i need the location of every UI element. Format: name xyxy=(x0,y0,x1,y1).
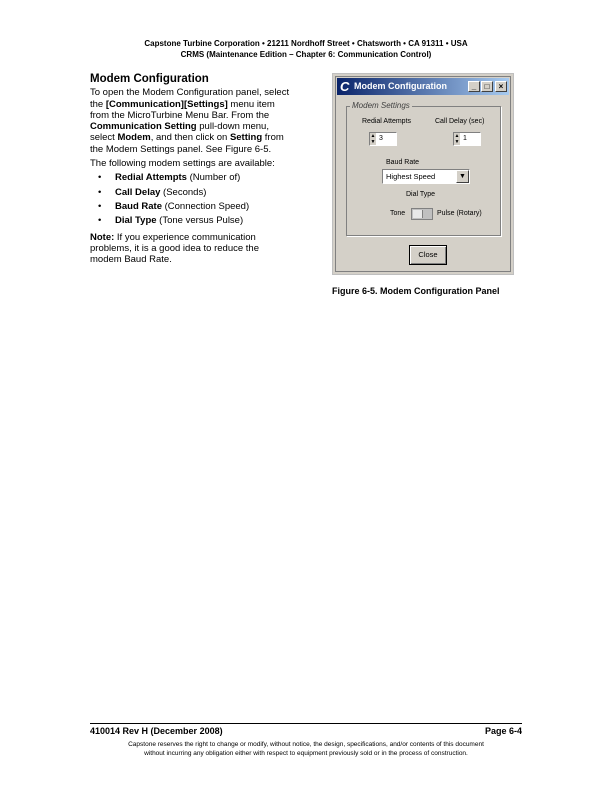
page-number: Page 6-4 xyxy=(484,726,522,736)
chevron-down-icon[interactable]: ▼ xyxy=(456,170,469,183)
call-delay-value: 1 xyxy=(463,135,467,142)
page-header xyxy=(0,38,612,60)
group-title: Modem Settings xyxy=(352,101,410,110)
redial-attempts-value: 3 xyxy=(379,135,383,142)
modem-config-window xyxy=(335,76,511,272)
title-bar[interactable] xyxy=(337,78,509,95)
minimize-button[interactable]: _ xyxy=(468,81,480,92)
redial-attempts-stepper[interactable] xyxy=(369,132,397,146)
intro-text-2: menu item from the MicroTurbine Menu Bar. From the xyxy=(90,98,275,121)
list-item-rest: (Number of) xyxy=(186,172,241,184)
settings-list xyxy=(90,172,290,226)
footer-divider xyxy=(90,723,522,724)
app-logo-icon: C xyxy=(340,79,350,94)
intro-text-5: from the Modem Settings panel. See Figure 6-5. xyxy=(90,132,284,155)
disclaimer-line-1: Capstone reserves the right to change or modify, without notice, the design, specifications, and/or contents of this document xyxy=(128,741,484,748)
intro-paragraph xyxy=(90,87,290,155)
stepper-arrows-icon[interactable]: ▲ ▼ xyxy=(454,133,460,145)
close-button[interactable]: Close xyxy=(409,245,447,265)
list-item xyxy=(115,215,290,226)
list-intro: The following modem settings are available: xyxy=(90,158,275,170)
toggle-knob[interactable] xyxy=(413,210,423,218)
note-text: If you experience communication problems, it is a good idea to reduce the modem Baud Rate. xyxy=(90,231,259,266)
redial-attempts-label: Redial Attempts xyxy=(362,118,412,125)
list-item-bold: Dial Type xyxy=(115,215,157,227)
body-text xyxy=(90,74,290,268)
intro-text-1: To open the Modem Configuration panel, select the xyxy=(90,87,290,110)
header-line-1: Capstone Turbine Corporation • 21211 Nordhoff Street • Chatsworth • CA 91311 • USA xyxy=(144,39,468,48)
maximize-button[interactable]: □ xyxy=(481,81,493,92)
baud-rate-value: Highest Speed xyxy=(386,172,436,181)
list-item-bold: Redial Attempts xyxy=(115,172,187,184)
dial-type-toggle[interactable] xyxy=(411,208,433,220)
window-title: Modem Configuration xyxy=(354,81,447,91)
list-item xyxy=(115,201,290,212)
intro-bold-2: Communication Setting xyxy=(90,121,197,133)
stepper-arrows-icon[interactable]: ▲ ▼ xyxy=(370,133,376,145)
tone-label: Tone xyxy=(390,210,406,217)
call-delay-stepper[interactable] xyxy=(453,132,481,146)
list-item xyxy=(115,187,290,198)
call-delay-label: Call Delay (sec) xyxy=(435,118,485,125)
list-item-rest: (Connection Speed) xyxy=(161,200,250,212)
document-id: 410014 Rev H (December 2008) xyxy=(90,726,223,736)
window-close-button[interactable]: × xyxy=(495,81,507,92)
note-paragraph xyxy=(90,232,290,266)
list-item xyxy=(115,172,290,183)
intro-text-3: pull-down menu, select xyxy=(90,121,269,144)
header-line-2: CRMS (Maintenance Edition – Chapter 6: Communication Control) xyxy=(180,50,432,59)
pulse-label: Pulse (Rotary) xyxy=(437,210,482,217)
baud-rate-select[interactable] xyxy=(382,169,470,184)
section-title: Modem Configuration xyxy=(90,73,209,85)
list-item-rest: (Seconds) xyxy=(160,186,207,198)
list-item-rest: (Tone versus Pulse) xyxy=(156,215,244,227)
modem-config-screenshot xyxy=(332,73,514,275)
intro-bold-3: Modem xyxy=(117,132,151,144)
intro-bold-4: Setting xyxy=(229,132,263,144)
list-item-bold: Baud Rate xyxy=(115,200,162,212)
list-item-bold: Call Delay xyxy=(115,186,161,198)
intro-bold-1: [Communication][Settings] xyxy=(105,98,228,110)
figure-caption: Figure 6-5. Modem Configuration Panel xyxy=(332,286,500,296)
baud-rate-label: Baud Rate xyxy=(386,159,420,166)
disclaimer-line-2: without incurring any obligation either with respect to equipment previously sold or in the process of construction. xyxy=(144,750,468,757)
intro-text-4: , and then click on xyxy=(150,132,230,144)
dial-type-label: Dial Type xyxy=(406,191,436,198)
footer-disclaimer xyxy=(0,740,612,758)
note-label: Note: xyxy=(90,231,115,243)
